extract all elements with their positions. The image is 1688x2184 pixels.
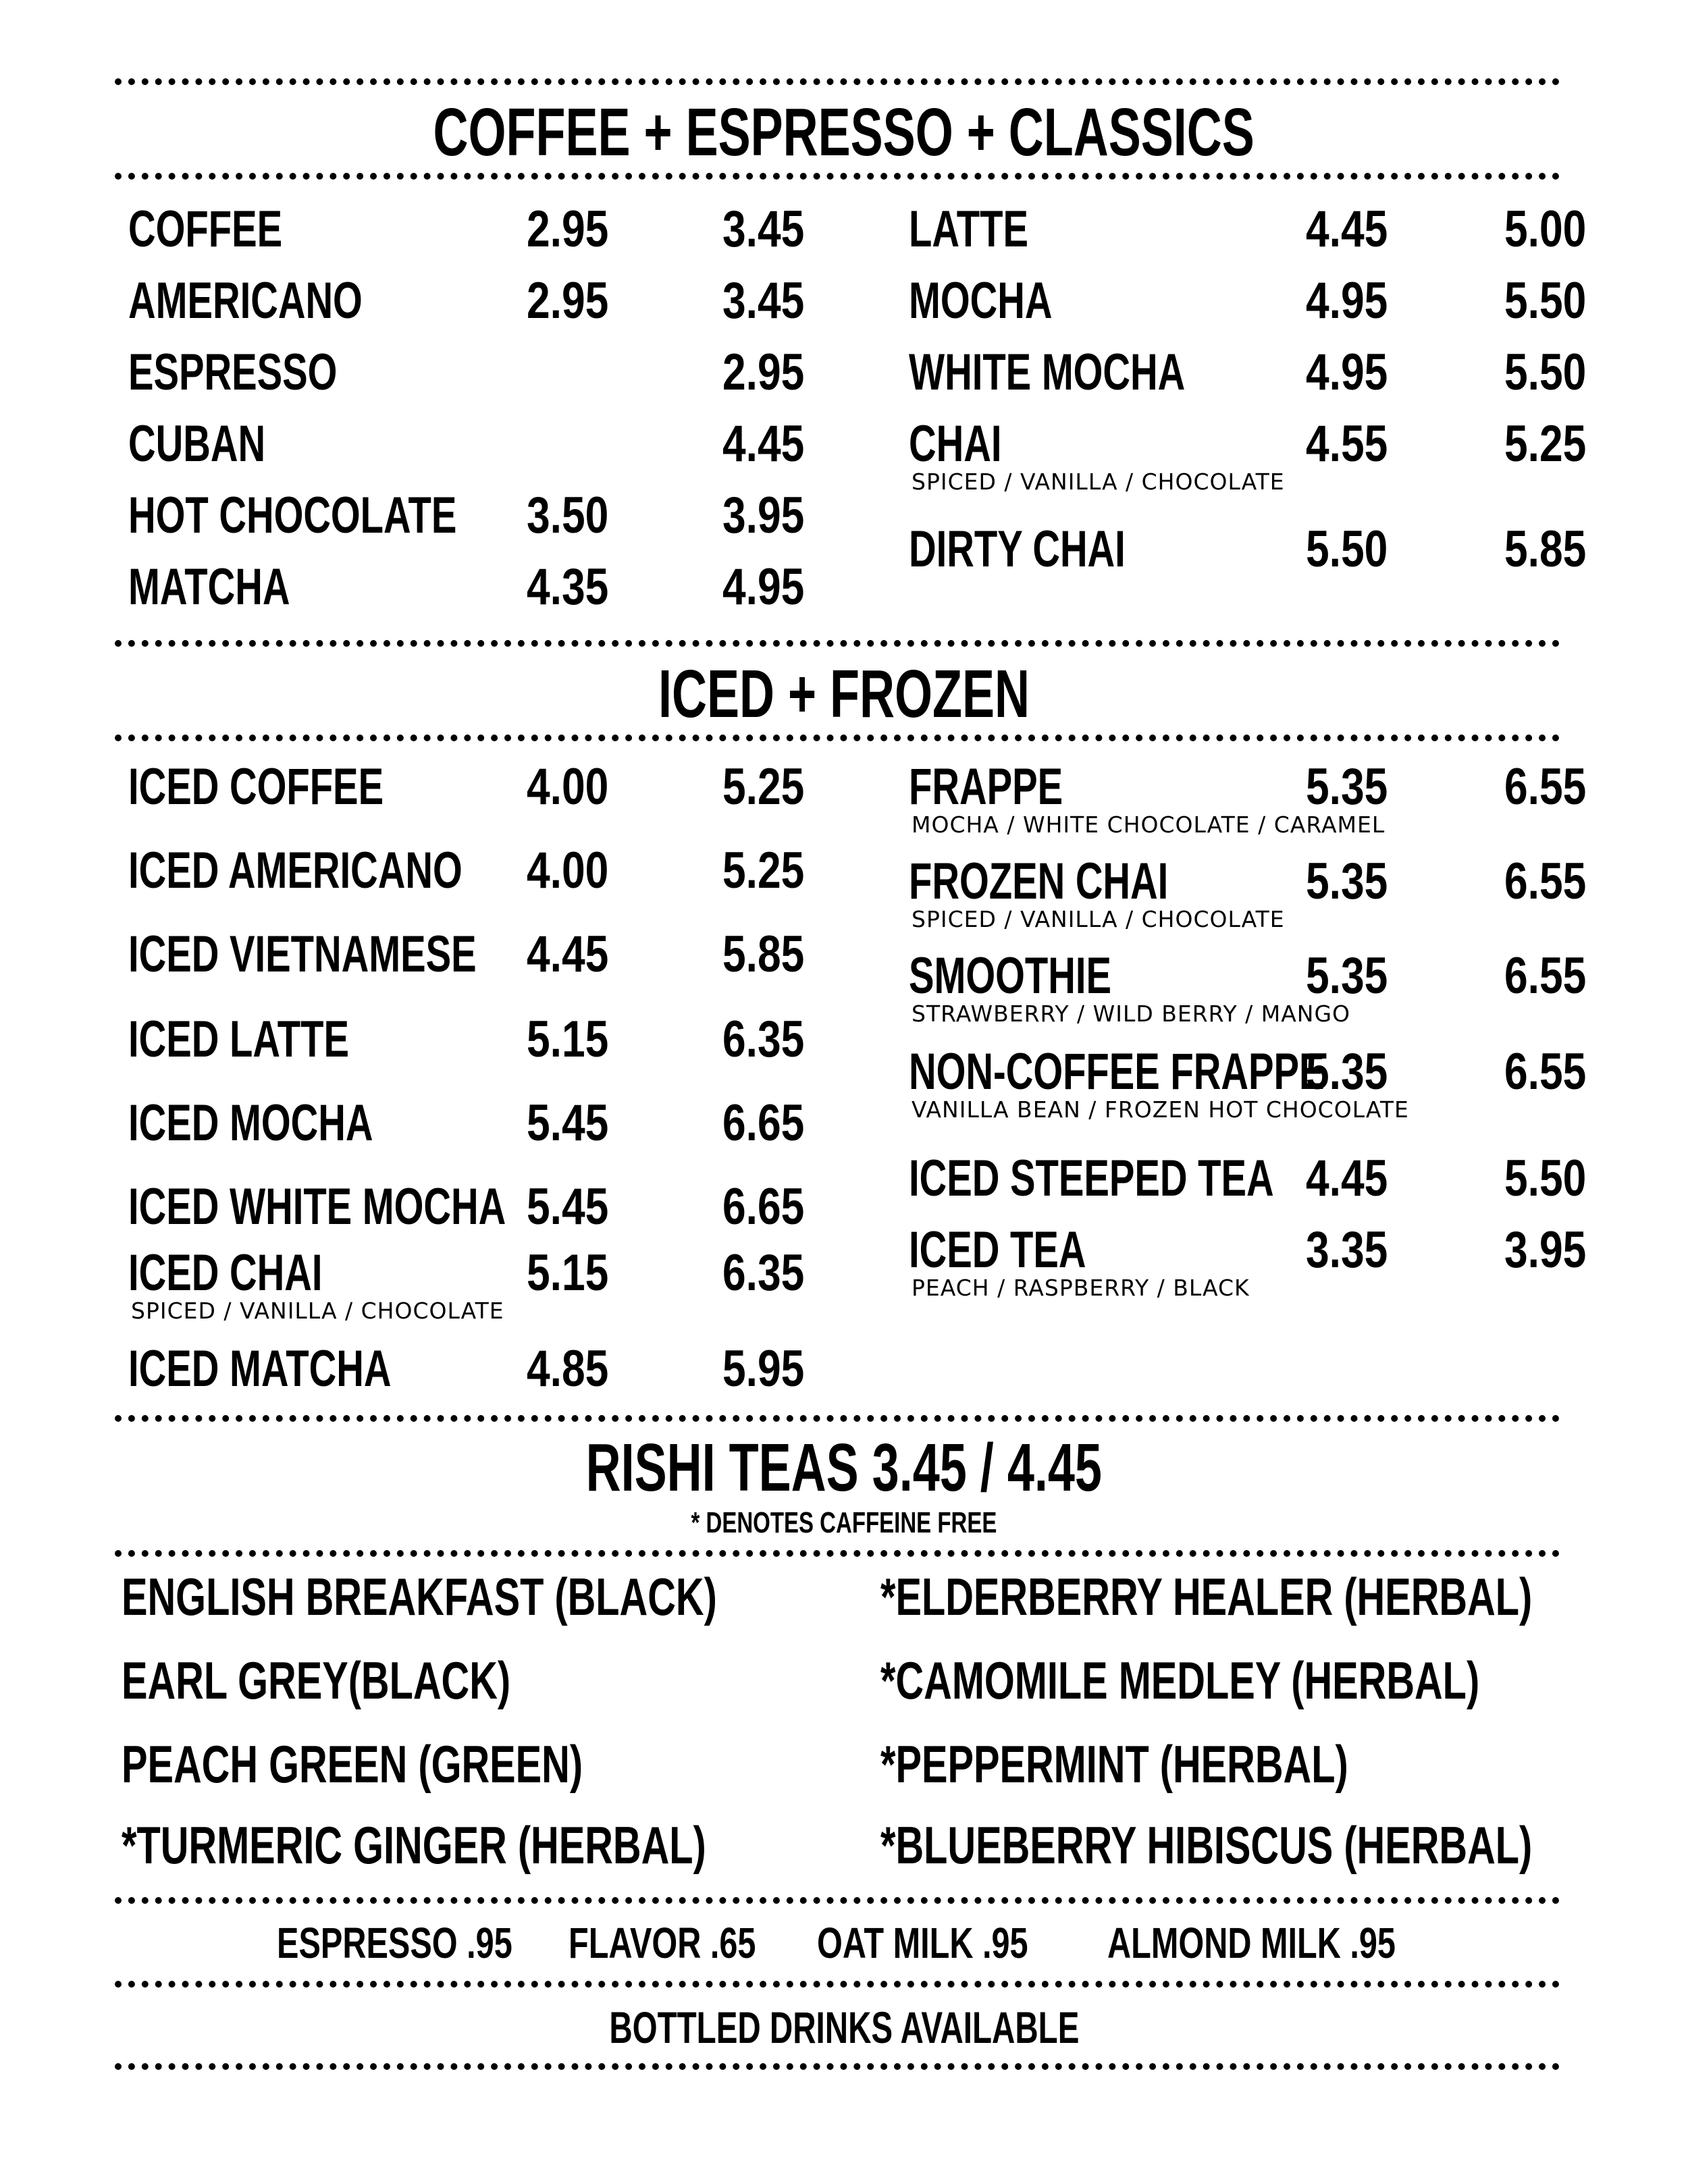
- menu-item-name: SMOOTHIE: [909, 947, 1111, 1005]
- price-small: 5.35: [1306, 758, 1388, 816]
- divider: [115, 2063, 1560, 2070]
- price-small: 3.35: [1306, 1221, 1388, 1279]
- price-large: 5.85: [1504, 521, 1587, 578]
- price-small: 4.85: [527, 1340, 609, 1397]
- footer-note: BOTTLED DRINKS AVAILABLE: [608, 2002, 1080, 2052]
- flavor-options: SPICED / VANILLA / CHOCOLATE: [131, 1298, 504, 1324]
- price-small: 4.00: [527, 842, 609, 899]
- tea-item: PEACH GREEN (GREEN): [122, 1734, 583, 1794]
- price-large: 6.65: [722, 1178, 805, 1235]
- divider: [115, 1550, 1560, 1557]
- flavor-options: STRAWBERRY / WILD BERRY / MANGO: [912, 1001, 1351, 1027]
- price-small: 5.15: [527, 1244, 609, 1302]
- price-large: 4.95: [722, 558, 805, 616]
- menu-item-name: HOT CHOCOLATE: [128, 487, 457, 544]
- price-large: 5.25: [1504, 415, 1587, 473]
- price-large: 5.25: [722, 758, 805, 816]
- menu-item-name: MOCHA: [909, 272, 1053, 329]
- menu-item-name: FRAPPE: [909, 758, 1063, 816]
- tea-item: *TURMERIC GINGER (HERBAL): [122, 1815, 706, 1875]
- addon-price: ESPRESSO .95: [277, 1919, 512, 1967]
- menu-item-name: NON-COFFEE FRAPPE: [909, 1043, 1325, 1100]
- menu-item-name: COFFEE: [128, 201, 283, 258]
- addon-price: FLAVOR .65: [569, 1919, 756, 1967]
- price-large: 2.95: [722, 344, 805, 401]
- price-small: 4.55: [1306, 415, 1388, 473]
- flavor-options: MOCHA / WHITE CHOCOLATE / CARAMEL: [912, 811, 1386, 838]
- price-small: 4.95: [1306, 272, 1388, 329]
- tea-item: ENGLISH BREAKFAST (BLACK): [122, 1567, 717, 1626]
- menu-item-name: CHAI: [909, 415, 1002, 473]
- price-small: 5.35: [1306, 1043, 1388, 1100]
- tea-item: *BLUEBERRY HIBISCUS (HERBAL): [880, 1815, 1533, 1875]
- price-large: 3.45: [722, 201, 805, 258]
- price-large: 6.35: [722, 1011, 805, 1068]
- menu-item-name: WHITE MOCHA: [909, 344, 1186, 401]
- section-title-coffee: COFFEE + ESPRESSO + CLASSICS: [433, 95, 1255, 170]
- menu-item-name: DIRTY CHAI: [909, 521, 1126, 578]
- menu-item-name: ICED LATTE: [128, 1011, 350, 1068]
- flavor-options: PEACH / RASPBERRY / BLACK: [912, 1275, 1250, 1301]
- price-large: 5.95: [722, 1340, 805, 1397]
- price-small: 5.35: [1306, 853, 1388, 910]
- menu-item-name: ICED MOCHA: [128, 1094, 373, 1152]
- price-large: 3.95: [722, 487, 805, 544]
- price-small: 4.35: [527, 558, 609, 616]
- price-large: 6.35: [722, 1244, 805, 1302]
- price-small: 4.45: [1306, 1150, 1388, 1207]
- divider: [115, 640, 1560, 647]
- price-small: 4.45: [527, 926, 609, 983]
- tea-item: *PEPPERMINT (HERBAL): [880, 1734, 1348, 1794]
- menu-item-name: AMERICANO: [128, 272, 363, 329]
- price-small: 5.45: [527, 1094, 609, 1152]
- price-large: 5.50: [1504, 1150, 1587, 1207]
- tea-item: *CAMOMILE MEDLEY (HERBAL): [880, 1651, 1480, 1710]
- addon-price: OAT MILK .95: [817, 1919, 1028, 1967]
- price-large: 5.25: [722, 842, 805, 899]
- price-large: 3.95: [1504, 1221, 1587, 1279]
- menu-item-name: ICED TEA: [909, 1221, 1086, 1279]
- divider: [115, 735, 1560, 741]
- price-large: 6.55: [1504, 758, 1587, 816]
- menu-item-name: ICED COFFEE: [128, 758, 384, 816]
- menu-item-name: MATCHA: [128, 558, 290, 616]
- price-small: 4.45: [1306, 201, 1388, 258]
- tea-item: EARL GREY(BLACK): [122, 1651, 511, 1710]
- menu-item-name: ICED VIETNAMESE: [128, 926, 477, 983]
- price-large: 6.55: [1504, 947, 1587, 1005]
- menu-item-name: ICED MATCHA: [128, 1340, 392, 1397]
- tea-item: *ELDERBERRY HEALER (HERBAL): [880, 1567, 1533, 1626]
- price-large: 5.00: [1504, 201, 1587, 258]
- menu-item-name: ICED CHAI: [128, 1244, 323, 1302]
- divider: [115, 173, 1560, 180]
- price-small: 3.50: [527, 487, 609, 544]
- menu-item-name: ICED WHITE MOCHA: [128, 1178, 506, 1235]
- price-small: 4.00: [527, 758, 609, 816]
- price-small: 5.15: [527, 1011, 609, 1068]
- price-large: 5.50: [1504, 272, 1587, 329]
- price-small: 2.95: [527, 272, 609, 329]
- addon-price: ALMOND MILK .95: [1107, 1919, 1396, 1967]
- price-large: 5.50: [1504, 344, 1587, 401]
- menu-item-name: ESPRESSO: [128, 344, 338, 401]
- menu-item-name: FROZEN CHAI: [909, 853, 1169, 910]
- menu-item-name: ICED STEEPED TEA: [909, 1150, 1274, 1207]
- price-large: 4.45: [722, 415, 805, 473]
- price-small: 2.95: [527, 201, 609, 258]
- section-title-teas: RISHI TEAS 3.45 / 4.45: [585, 1430, 1103, 1506]
- divider: [115, 1981, 1560, 1988]
- price-small: 5.45: [527, 1178, 609, 1235]
- price-large: 5.85: [722, 926, 805, 983]
- caffeine-free-note: * DENOTES CAFFEINE FREE: [691, 1506, 997, 1539]
- flavor-options: SPICED / VANILLA / CHOCOLATE: [912, 906, 1285, 932]
- price-small: 5.50: [1306, 521, 1388, 578]
- menu-item-name: CUBAN: [128, 415, 266, 473]
- divider: [115, 1897, 1560, 1904]
- price-large: 6.55: [1504, 1043, 1587, 1100]
- section-title-iced: ICED + FROZEN: [658, 656, 1030, 732]
- flavor-options: SPICED / VANILLA / CHOCOLATE: [912, 469, 1285, 495]
- divider: [115, 78, 1560, 85]
- menu-item-name: LATTE: [909, 201, 1029, 258]
- flavor-options: VANILLA BEAN / FROZEN HOT CHOCOLATE: [912, 1096, 1409, 1123]
- menu-item-name: ICED AMERICANO: [128, 842, 463, 899]
- price-small: 4.95: [1306, 344, 1388, 401]
- price-large: 6.55: [1504, 853, 1587, 910]
- divider: [115, 1415, 1560, 1422]
- price-small: 5.35: [1306, 947, 1388, 1005]
- price-large: 6.65: [722, 1094, 805, 1152]
- price-large: 3.45: [722, 272, 805, 329]
